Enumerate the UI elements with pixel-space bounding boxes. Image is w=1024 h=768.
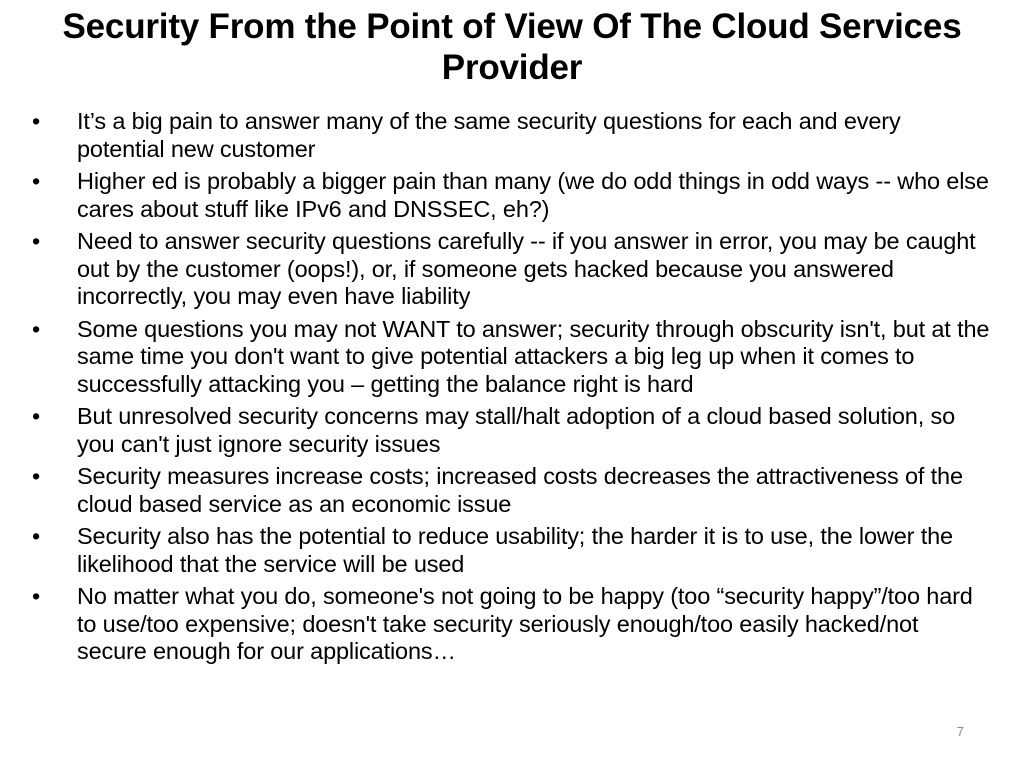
bullet-text: Some questions you may not WANT to answer; security through obscurity isn't, but at the same time you don't want to give potential attackers a big leg up when it comes to successfully attacking you – getting the balance right is hard [77,315,990,397]
bullet-dot-icon: • [32,463,41,489]
bullet-dot-icon: • [32,523,41,549]
bullet-item [30,168,992,223]
bullet-dot-icon: • [32,403,41,429]
bullet-text: Security also has the potential to reduce usability; the harder it is to use, the lower the likelihood that the service will be used [77,523,953,577]
bullet-list [30,108,992,671]
bullet-text: Need to answer security questions carefully -- if you answer in error, you may be caught out by the customer (oops!), or, if someone gets hacked because you answered incorrectly, you may even have liability [77,228,976,309]
bullet-item [30,583,992,666]
bullet-dot-icon: • [32,168,41,194]
bullet-item [30,228,992,311]
bullet-item [30,108,992,163]
bullet-dot-icon: • [32,228,41,254]
bullet-text: Security measures increase costs; increased costs decreases the attractiveness of the cloud based service as an economic issue [77,463,963,517]
slide-title: Security From the Point of View Of The Cloud Services Provider [62,7,962,87]
bullet-dot-icon: • [32,583,41,609]
bullet-item [30,316,992,399]
bullet-text: No matter what you do, someone's not going to be happy (too “security happy”/too hard to use/too expensive; doesn't take security seriously enough/too easily hacked/not secure enough for our applications… [77,583,973,664]
bullet-item [30,403,992,458]
bullet-text: Higher ed is probably a bigger pain than many (we do odd things in odd ways -- who else cares about stuff like IPv6 and DNSSEC, eh?) [77,168,989,222]
bullet-dot-icon: • [32,108,41,134]
bullet-item [30,523,992,578]
bullet-text: It’s a big pain to answer many of the same security questions for each and every potential new customer [77,108,901,162]
bullet-dot-icon: • [32,315,41,342]
bullet-text: But unresolved security concerns may stall/halt adoption of a cloud based solution, so you can't just ignore security issues [77,403,956,457]
bullet-item [30,463,992,518]
page-number: 7 [956,724,964,739]
